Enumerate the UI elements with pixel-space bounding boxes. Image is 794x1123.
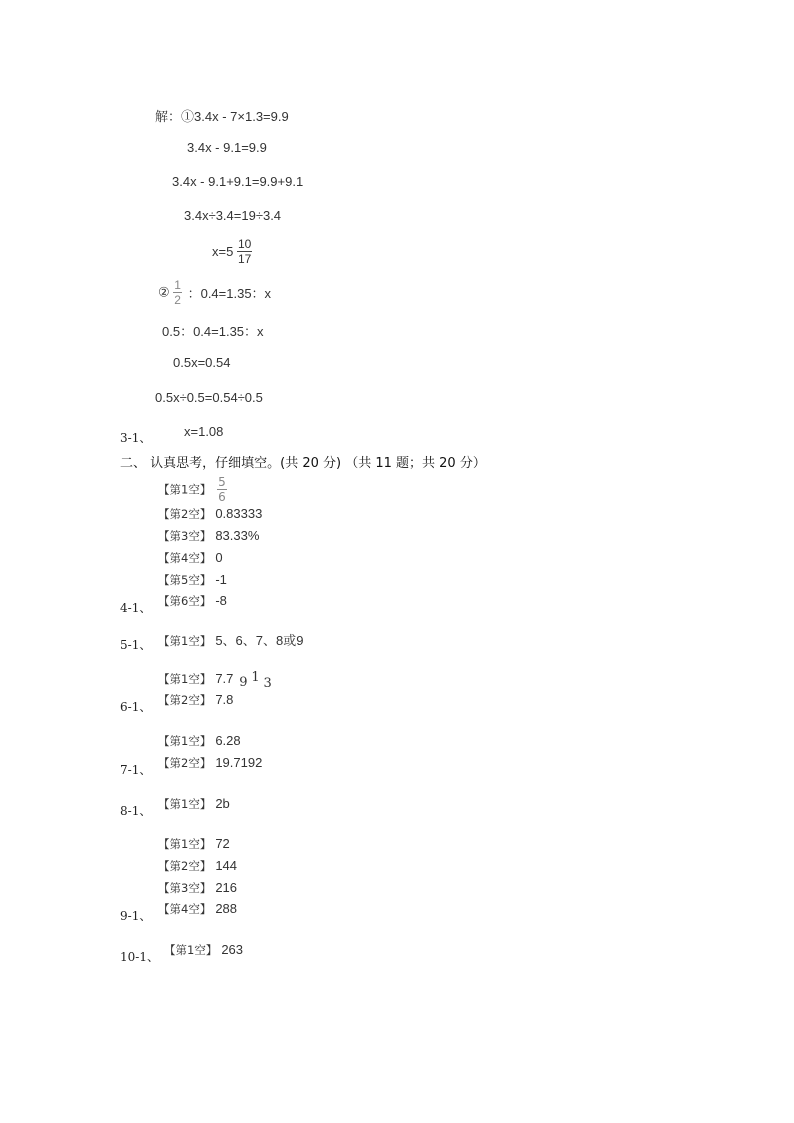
solution-line-10: x=1.08 <box>184 424 224 439</box>
fraction-denominator: 2 <box>174 293 181 307</box>
staggered-digits <box>237 670 272 691</box>
blank-answer: -1 <box>215 572 227 587</box>
question-label-5: 5-1、 <box>120 638 152 652</box>
blank-answer: 216 <box>215 880 238 895</box>
blank-answer: 6.28 <box>215 733 241 748</box>
q4-blank-1 <box>158 476 227 503</box>
q4-blank-5 <box>158 572 227 588</box>
blank-tag: 【第6空】 <box>158 594 212 608</box>
fraction-10-17 <box>237 238 252 265</box>
solution-line-8: 0.5x=0.54 <box>173 355 231 370</box>
solution-line-2: 3.4x - 9.1=9.9 <box>187 140 267 155</box>
blank-answer: 2b <box>215 796 230 811</box>
solution-line-1 <box>155 106 289 125</box>
blank-answer: 5、6、7、8或9 <box>215 633 304 648</box>
question-label-4: 4-1、 <box>120 601 152 615</box>
q9-blank-3 <box>158 880 237 896</box>
question-label-3: 3-1、 <box>120 431 152 445</box>
blank-tag: 【第5空】 <box>158 573 212 587</box>
solution-line-7: 0.5：0.4=1.35：x <box>162 324 264 339</box>
q5-blank-1 <box>158 630 303 649</box>
blank-tag: 【第4空】 <box>158 551 212 565</box>
fraction-5-6 <box>217 476 227 503</box>
circled-number-2: ② <box>158 284 170 300</box>
fraction-numerator: 5 <box>218 475 226 489</box>
blank-tag: 【第1空】 <box>158 797 212 811</box>
fraction-numerator: 1 <box>174 278 181 292</box>
blank-answer: 0 <box>215 550 223 565</box>
blank-tag: 【第1空】 <box>158 837 212 851</box>
fraction-1-2 <box>173 279 182 306</box>
section-2-heading: 二、 认真思考，仔细填空。(共 20 分) （共 11 题；共 20 分） <box>120 456 486 471</box>
circled-number-1: ① <box>181 109 195 124</box>
blank-tag: 【第1空】 <box>158 482 212 497</box>
q9-blank-1 <box>158 836 230 852</box>
q4-blank-2 <box>158 506 262 522</box>
blank-tag: 【第2空】 <box>158 693 212 707</box>
blank-answer: 7.7 <box>215 671 234 686</box>
blank-tag: 【第1空】 <box>158 734 212 748</box>
q4-blank-3 <box>158 528 259 544</box>
blank-tag: 【第1空】 <box>158 634 212 648</box>
blank-answer: 83.33% <box>215 528 260 543</box>
fraction-numerator: 10 <box>237 237 252 251</box>
blank-answer: 19.7192 <box>215 755 263 770</box>
blank-answer: 263 <box>221 942 244 957</box>
q7-blank-2 <box>158 755 262 771</box>
q6-blank-1 <box>158 670 272 691</box>
blank-tag: 【第2空】 <box>158 756 212 770</box>
solution-line-6-text: ：0.4=1.35：x <box>187 286 272 301</box>
blank-answer: 144 <box>215 858 238 873</box>
blank-answer: -8 <box>215 593 227 608</box>
question-label-7: 7-1、 <box>120 763 152 777</box>
q4-blank-4 <box>158 550 223 566</box>
blank-answer: 0.83333 <box>215 506 263 521</box>
q10-blank-1 <box>164 942 243 958</box>
q4-blank-6 <box>158 593 227 609</box>
q8-blank-1 <box>158 796 230 812</box>
blank-tag: 【第3空】 <box>158 881 212 895</box>
blank-tag: 【第2空】 <box>158 507 212 521</box>
blank-answer: 7.8 <box>215 692 234 707</box>
digit-1: 1 <box>251 670 260 685</box>
blank-answer: 72 <box>215 836 230 851</box>
question-label-8: 8-1、 <box>120 804 152 818</box>
digit-9: 9 <box>239 675 248 690</box>
solution-line-4: 3.4x÷3.4=19÷3.4 <box>184 208 282 223</box>
question-label-10: 10-1、 <box>120 950 159 964</box>
blank-tag: 【第2空】 <box>158 859 212 873</box>
solution-line-3: 3.4x - 9.1+9.1=9.9+9.1 <box>172 174 304 189</box>
solution-line-1-text: 3.4x - 7×1.3=9.9 <box>194 109 289 124</box>
blank-tag: 【第4空】 <box>158 902 212 916</box>
solution-line-5-text: x=5 <box>212 244 234 259</box>
fraction-denominator: 6 <box>218 490 226 504</box>
q9-blank-2 <box>158 858 237 874</box>
solution-line-5 <box>212 238 252 265</box>
question-label-9: 9-1、 <box>120 909 152 923</box>
solution-line-9: 0.5x÷0.5=0.54÷0.5 <box>155 390 263 405</box>
blank-tag: 【第3空】 <box>158 529 212 543</box>
solution-prefix: 解： <box>155 109 182 124</box>
q7-blank-1 <box>158 733 241 749</box>
q6-blank-2 <box>158 692 233 708</box>
fraction-denominator: 17 <box>237 252 252 266</box>
blank-tag: 【第1空】 <box>158 672 212 686</box>
blank-tag: 【第1空】 <box>164 943 218 957</box>
q9-blank-4 <box>158 901 237 917</box>
digit-3: 3 <box>263 676 272 691</box>
solution-line-6 <box>158 279 271 306</box>
blank-answer: 288 <box>215 901 238 916</box>
question-label-6: 6-1、 <box>120 700 152 714</box>
